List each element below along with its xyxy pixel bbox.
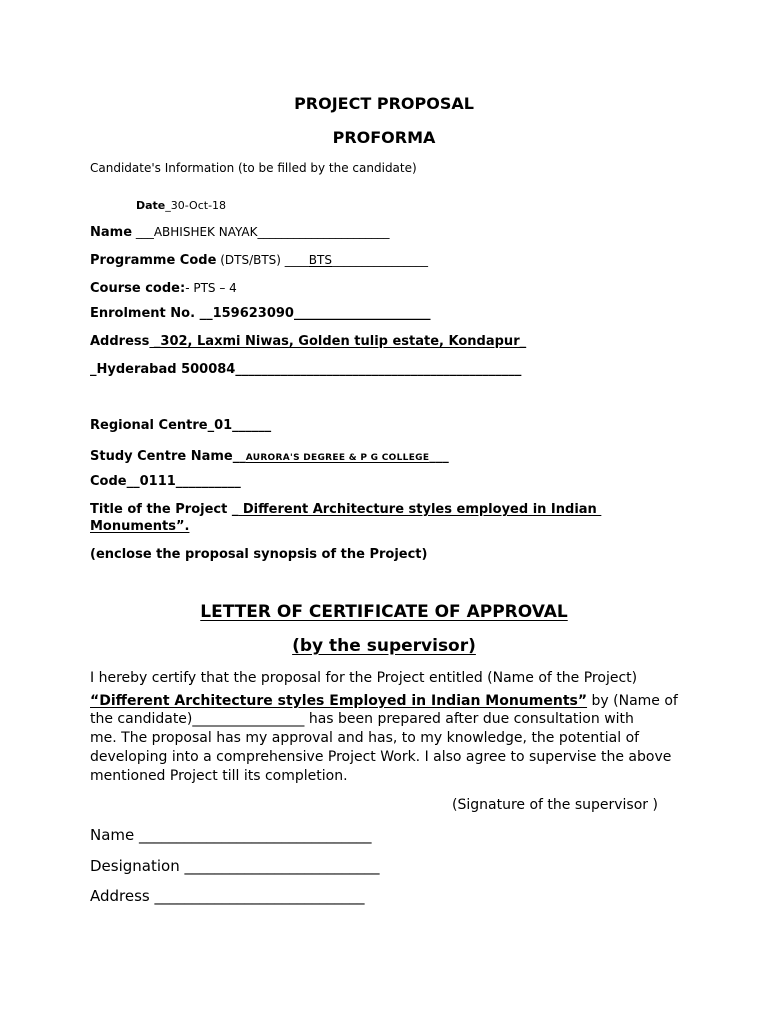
date-value: _30-Oct-18 bbox=[165, 199, 227, 212]
programme-code-value: BTS bbox=[308, 253, 332, 267]
code-row bbox=[90, 475, 241, 488]
programme-code-hint: (DTS/BTS) ____ bbox=[216, 253, 309, 267]
study-centre-label: Study Centre Name bbox=[90, 449, 233, 464]
supervisor-signature-label: (Signature of the supervisor ) bbox=[452, 797, 658, 813]
project-title-label: Title of the Project _ bbox=[90, 502, 239, 517]
candidate-info-note: Candidate's Information (to be filled by the candidate) bbox=[90, 161, 417, 175]
enrolment-label: Enrolment No. bbox=[90, 306, 196, 321]
date-label: Date bbox=[136, 199, 166, 212]
study-centre-blank-lead: __ bbox=[232, 449, 246, 464]
letter-title: LETTER OF CERTIFICATE OF APPROVAL bbox=[200, 602, 568, 622]
programme-code-row bbox=[90, 251, 428, 267]
enrolment-value: __159623090_____________________ bbox=[195, 306, 431, 321]
course-code-value: - PTS – 4 bbox=[185, 281, 237, 295]
page-subtitle: PROFORMA bbox=[332, 128, 436, 147]
project-title-line2: Monuments”. bbox=[90, 519, 190, 534]
study-centre-row bbox=[90, 447, 449, 463]
study-centre-blank-trail: ___ bbox=[429, 449, 449, 464]
programme-code-blank: ________________ bbox=[331, 253, 428, 267]
letter-para-line4: me. The proposal has my approval and has, to my knowledge, the potential of bbox=[90, 730, 640, 746]
enclose-note: (enclose the proposal synopsis of the Project) bbox=[90, 547, 428, 562]
supervisor-designation-field: Designation __________________________ bbox=[90, 857, 380, 875]
name-value: ___ABHISHEK NAYAK______________________ bbox=[132, 225, 390, 239]
date-row bbox=[136, 196, 226, 212]
letter-para-line2 bbox=[90, 692, 678, 708]
regional-centre-value: _01______ bbox=[207, 418, 272, 433]
supervisor-name-field: Name _______________________________ bbox=[90, 826, 372, 844]
address-line1: _302, Laxmi Niwas, Golden tulip estate, Kondapur_ bbox=[149, 334, 527, 349]
page-title: PROJECT PROPOSAL bbox=[294, 94, 474, 113]
name-row bbox=[90, 223, 389, 239]
letter-para-line1: I hereby certify that the proposal for the Project entitled (Name of the Project) bbox=[90, 670, 638, 686]
letter-para-line5: developing into a comprehensive Project Work. I also agree to supervise the above bbox=[90, 749, 672, 765]
letter-para-line2-tail: by (Name of bbox=[587, 693, 678, 709]
course-code-row bbox=[90, 279, 237, 295]
study-centre-value: AURORA'S DEGREE & P G COLLEGE bbox=[245, 453, 430, 463]
project-title-line1: Different Architecture styles employed in Indian bbox=[238, 502, 602, 517]
address-line2: _Hyderabad 500084____________________________________________ bbox=[90, 362, 522, 377]
project-title-row bbox=[90, 503, 601, 516]
programme-code-label: Programme Code bbox=[90, 253, 217, 268]
regional-centre-label: Regional Centre bbox=[90, 418, 208, 433]
letter-para-line6: mentioned Project till its completion. bbox=[90, 768, 348, 784]
code-label: Code bbox=[90, 474, 127, 489]
letter-para-line3: the candidate)________________ has been prepared after due consultation with bbox=[90, 711, 634, 727]
enrolment-row bbox=[90, 307, 430, 320]
letter-project-name: “Different Architecture styles Employed in Indian Monuments” bbox=[90, 693, 588, 709]
letter-subtitle: (by the supervisor) bbox=[292, 636, 476, 656]
supervisor-address-field: Address ____________________________ bbox=[90, 887, 365, 905]
address-label: Address bbox=[90, 334, 150, 349]
course-code-label: Course code: bbox=[90, 281, 186, 296]
address-row bbox=[90, 335, 526, 348]
regional-centre-row bbox=[90, 419, 271, 432]
name-label: Name bbox=[90, 225, 133, 240]
code-value: __0111__________ bbox=[126, 474, 241, 489]
